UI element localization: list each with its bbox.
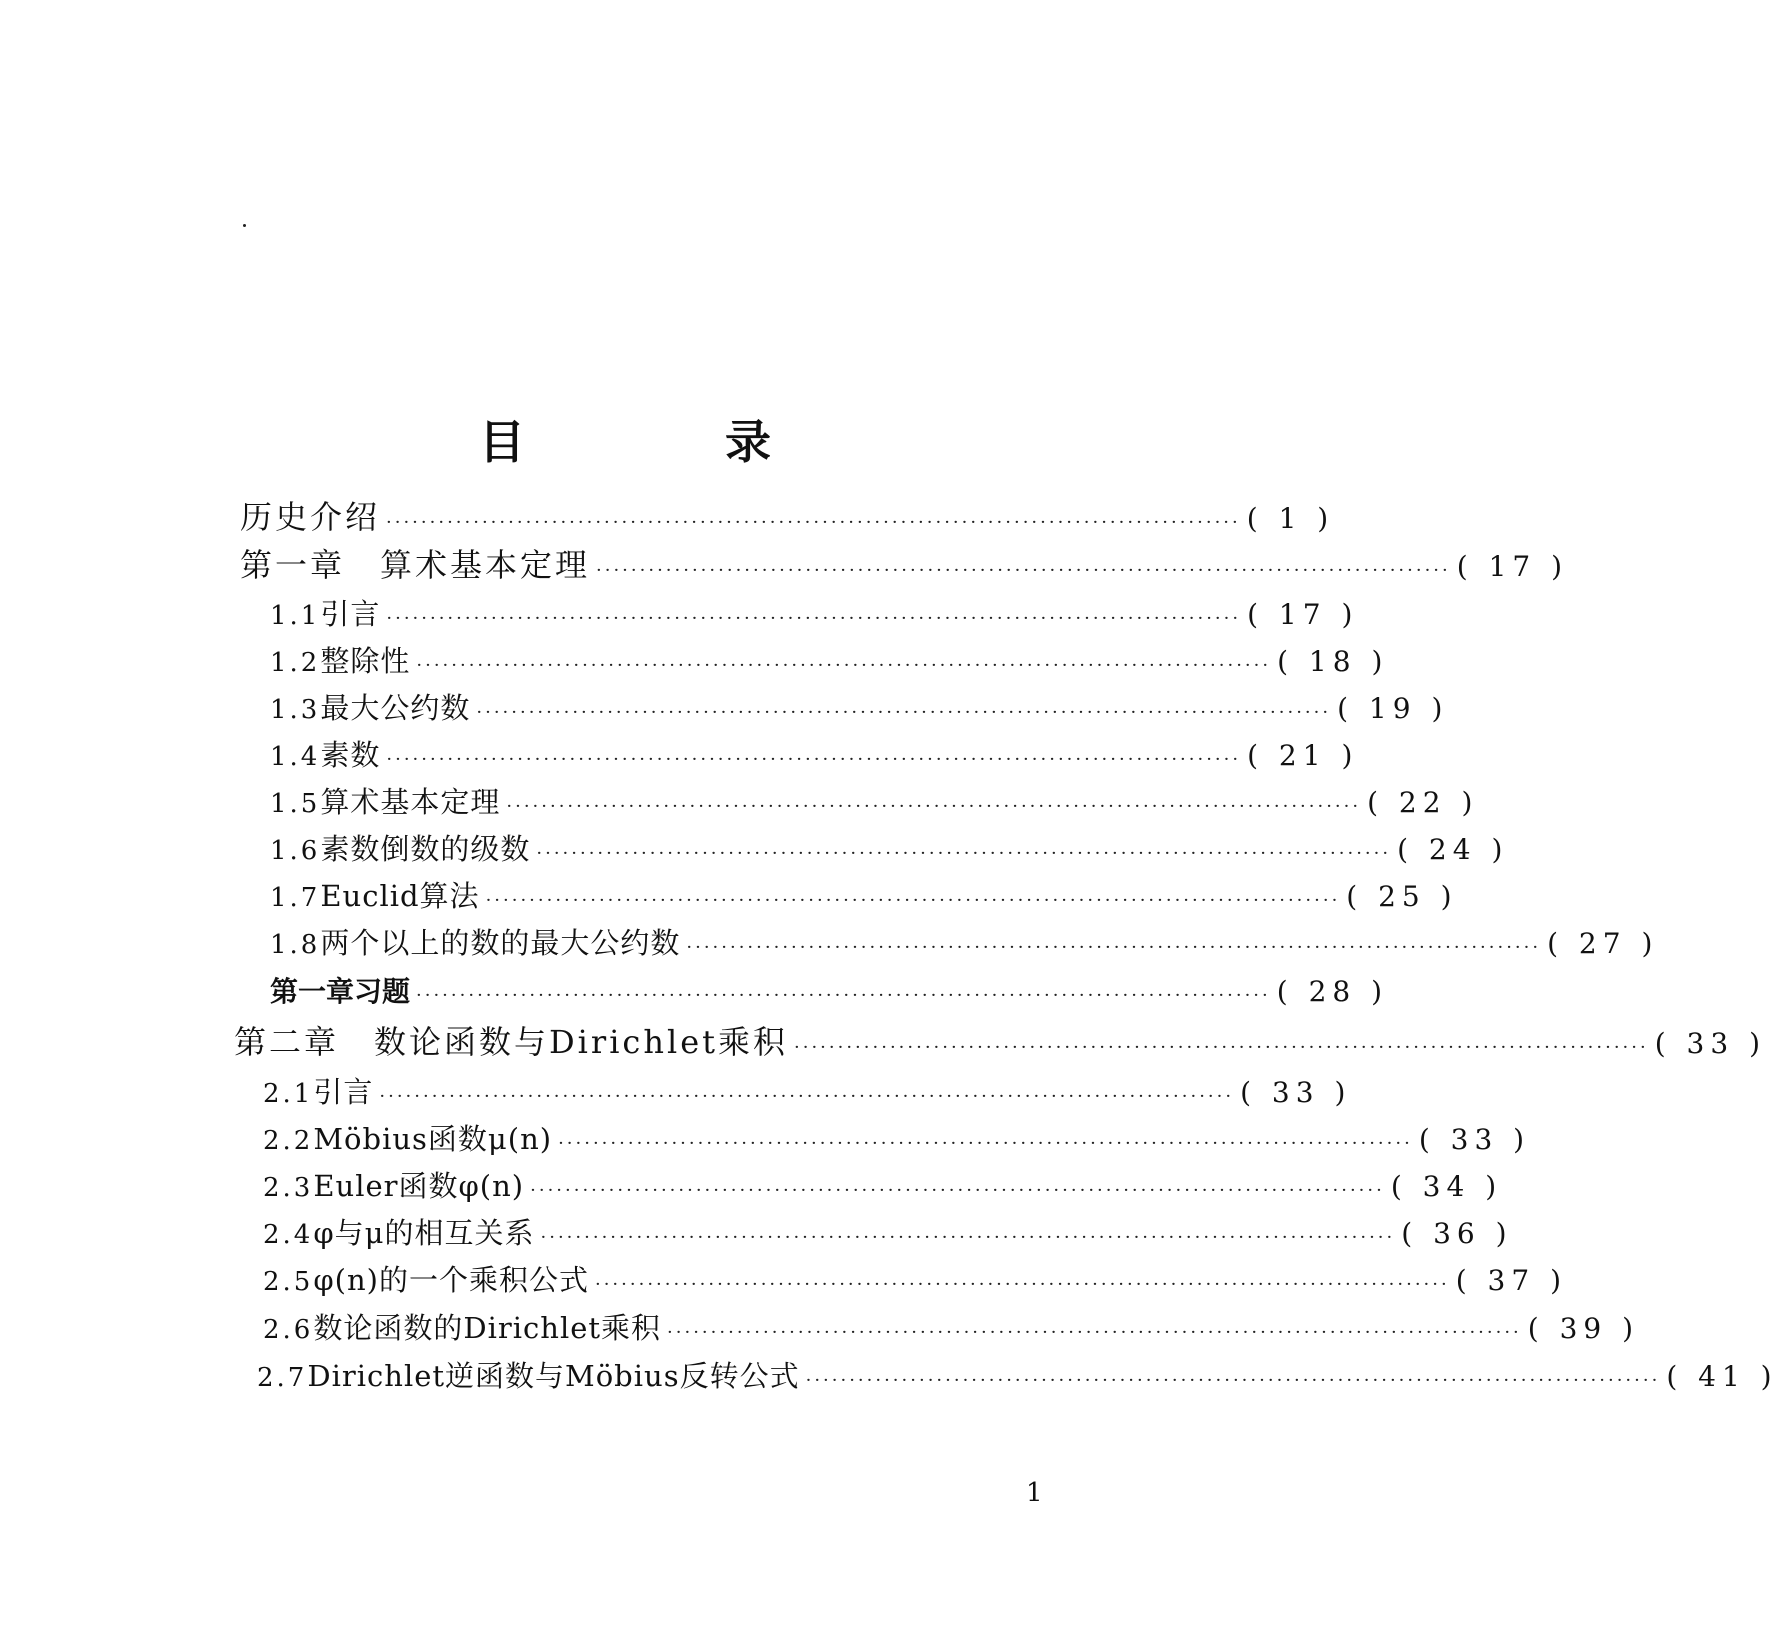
toc-entry-label: 引言 (320, 597, 381, 631)
toc-leader-dots: ·································································································· (386, 512, 1241, 533)
toc-entry-label: 历史介绍 (240, 498, 381, 536)
toc-entry-page: ( 33 ) (1654, 1027, 1767, 1060)
toc-entry-1-5[interactable] (270, 779, 1479, 825)
toc-entry-page: ( 1 ) (1246, 502, 1335, 535)
toc-leader-dots: ·································································································· (379, 1086, 1235, 1107)
toc-entry-2-3[interactable] (263, 1163, 1503, 1209)
toc-entry-label: Dirichlet逆函数与Möbius反转公式 (307, 1359, 800, 1393)
toc-entry-number: 2.6 (263, 1315, 314, 1345)
toc-entry-page: ( 17 ) (1456, 550, 1569, 583)
toc-entry-number: 1.1 (270, 601, 321, 631)
toc-entry-2-5[interactable] (263, 1257, 1567, 1303)
toc-entry-number: 1.7 (270, 883, 321, 913)
toc-entry-chapter-1[interactable] (240, 542, 1569, 588)
toc-leader-dots: ·································································································· (386, 608, 1242, 629)
toc-entry-number: 2.2 (263, 1126, 314, 1156)
toc-leader-dots: ·································································································· (558, 1133, 1413, 1154)
page-number: 1 (1026, 1478, 1043, 1508)
toc-entry-label: 第一章 算术基本定理 (240, 546, 591, 584)
toc-entry-page: ( 25 ) (1346, 880, 1458, 913)
toc-entry-number: 1.4 (270, 742, 321, 772)
toc-leader-dots: ·································································································· (536, 843, 1392, 864)
toc-entry-page: ( 36 ) (1401, 1217, 1513, 1250)
toc-entry-2-6[interactable] (263, 1305, 1640, 1351)
toc-entry-1-8[interactable] (270, 920, 1659, 966)
toc-entry-1-4[interactable] (270, 732, 1359, 778)
toc-entry-page: ( 22 ) (1367, 786, 1479, 819)
toc-entry-label: Euler函数φ(n) (313, 1169, 525, 1203)
toc-entry-label: 第一章习题 (270, 975, 411, 1008)
toc-entry-1-7[interactable] (270, 873, 1458, 919)
toc-entry-label: φ与μ的相互关系 (313, 1216, 535, 1250)
toc-entry-page: ( 34 ) (1390, 1170, 1503, 1203)
toc-entry-label: φ(n)的一个乘积公式 (313, 1263, 589, 1297)
toc-entry-number: 1.8 (270, 930, 321, 960)
toc-entry-page: ( 33 ) (1240, 1076, 1352, 1109)
toc-entry-page: ( 37 ) (1455, 1264, 1567, 1297)
toc-leader-dots: ·································································································· (485, 890, 1341, 911)
toc-entry-chapter-2[interactable] (234, 1019, 1767, 1065)
page-title: 目 录 (478, 415, 863, 469)
toc-entry-label: 算术基本定理 (320, 785, 501, 819)
toc-entry-label: 素数倒数的级数 (320, 832, 531, 866)
toc-leader-dots: ·································································································· (596, 560, 1451, 581)
toc-entry-2-7[interactable] (257, 1353, 1778, 1399)
toc-entry-number: 2.4 (263, 1220, 314, 1250)
toc-entry-number: 1.5 (270, 789, 321, 819)
toc-leader-dots: ·································································································· (416, 655, 1272, 676)
toc-entry-chapter-1-exercises[interactable] (270, 969, 1389, 1015)
toc-entry-number: 2.1 (263, 1079, 314, 1109)
toc-entry-label: Euclid算法 (320, 879, 480, 913)
toc-entry-1-1[interactable] (270, 591, 1359, 637)
toc-entry-number: 1.2 (270, 648, 321, 678)
toc-entry-page: ( 33 ) (1418, 1123, 1531, 1156)
toc-entry-page: ( 41 ) (1666, 1360, 1778, 1393)
toc-leader-dots: ·································································································· (386, 749, 1242, 770)
toc-leader-dots: ·································································································· (794, 1037, 1649, 1058)
toc-entry-number: 2.7 (257, 1363, 308, 1393)
toc-entry-number: 2.5 (263, 1267, 314, 1297)
toc-leader-dots: ·································································································· (530, 1180, 1385, 1201)
toc-entry-label: 整除性 (320, 644, 411, 678)
scan-speck (243, 224, 246, 227)
toc-leader-dots: ·································································································· (594, 1274, 1450, 1295)
toc-entry-page: ( 21 ) (1247, 739, 1359, 772)
toc-entry-label: 最大公约数 (320, 691, 471, 725)
toc-leader-dots: ·································································································· (686, 937, 1542, 958)
toc-entry-number: 1.3 (270, 695, 321, 725)
toc-entry-2-2[interactable] (263, 1116, 1531, 1162)
toc-leader-dots: ·································································································· (540, 1227, 1396, 1248)
toc-leader-dots: ·································································································· (805, 1370, 1661, 1391)
toc-entry-number: 1.6 (270, 836, 321, 866)
toc-entry-page: ( 28 ) (1276, 975, 1389, 1008)
toc-entry-2-4[interactable] (263, 1210, 1513, 1256)
toc-entry-label: 第二章 数论函数与Dirichlet乘积 (234, 1023, 788, 1061)
toc-entry-page: ( 39 ) (1527, 1312, 1640, 1345)
toc-entry-label: 引言 (313, 1075, 374, 1109)
toc-entry-1-6[interactable] (270, 826, 1509, 872)
toc-entry-2-1[interactable] (263, 1069, 1352, 1115)
toc-entry-page: ( 18 ) (1277, 645, 1389, 678)
toc-entry-page: ( 17 ) (1247, 598, 1359, 631)
toc-leader-dots: ·································································································· (667, 1322, 1522, 1343)
toc-entry-page: ( 19 ) (1337, 692, 1449, 725)
toc-entry-page: ( 24 ) (1397, 833, 1509, 866)
toc-leader-dots: ·································································································· (506, 796, 1362, 817)
toc-leader-dots: ·································································································· (476, 702, 1332, 723)
toc-entry-number: 2.3 (263, 1173, 314, 1203)
toc-entry-1-3[interactable] (270, 685, 1449, 731)
toc-entry-1-2[interactable] (270, 638, 1389, 684)
toc-leader-dots: ·································································································· (416, 985, 1271, 1006)
toc-entry-history[interactable] (240, 494, 1335, 540)
toc-entry-label: 数论函数的Dirichlet乘积 (313, 1311, 662, 1345)
toc-entry-label: Möbius函数μ(n) (313, 1122, 553, 1156)
toc-entry-page: ( 27 ) (1547, 927, 1659, 960)
toc-entry-label: 素数 (320, 738, 381, 772)
toc-entry-label: 两个以上的数的最大公约数 (320, 926, 681, 960)
